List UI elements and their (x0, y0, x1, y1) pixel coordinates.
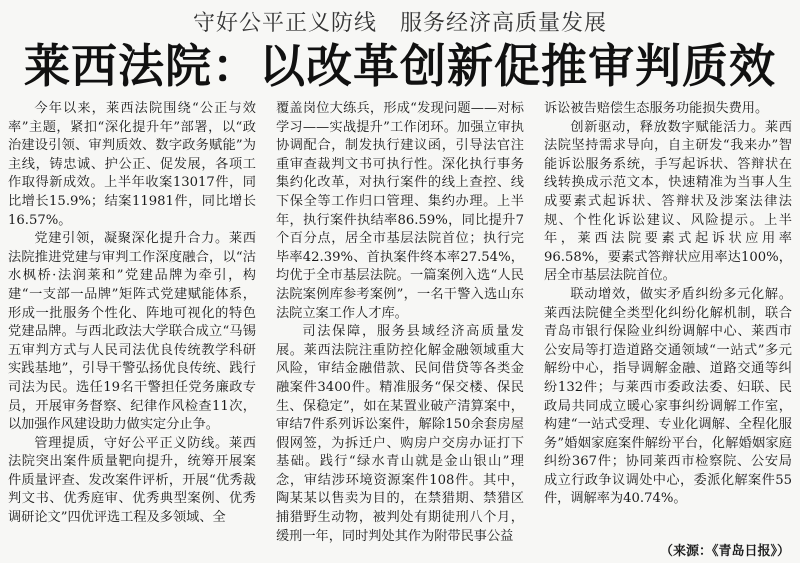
source-credit: （来源：《青岛日报》） (659, 544, 790, 559)
article-body (8, 100, 792, 544)
headline: 莱西法院：以改革创新促推审判质效 (24, 39, 776, 93)
paragraph: 管理提质，守好公平正义防线。莱西法院突出案件质量靶向提升，统筹开展案件质量评查、发改案件评析，开展“优秀裁判文书、优秀庭审、优秀典型案例、优秀调研论文”四优评选工程及多领域、全 (8, 435, 256, 526)
kicker: 守好公平正义防线 服务经济高质量发展 (192, 11, 607, 36)
column-1 (8, 100, 256, 530)
paragraph: 诉讼被告赔偿生态服务功能损失费用。 (544, 101, 769, 116)
paragraph: 创新驱动，释放数字赋能活力。莱西法院坚持需求导向，自主研发“我来办”智能诉讼服务系统，手写起诉状、答辩状在线转换成示范文本，快速精准为当事人生成要素式起诉状、答辩状及涉案法律法规、个性化诉讼建议、风险提示。上半年，莱西法院要素式起诉状应用率96.58%，要素式答辩状应用率达100%，居全市基层法院首位。 (544, 119, 792, 284)
paragraph: 司法保障，服务县域经济高质量发展。莱西法院注重防控化解金融领域重大风险，审结金融借款、民间借贷等各类金融案件3400件。精准服务“保交楼、保民生、保稳定”，如在某置业破产清算案中，审结7件系列诉讼案件，解除150余套房屋假网签，为拆迁户、购房户交房办证打下基础。践行“绿水青山就是金山银山”理念，审结涉环境资源案件108件。其中，陶某某以售卖为目的，在禁猎期、禁猎区捕猎野生动物，被判处有期徒刑八个月，缓刑一年，同时判处其作为附带民事公益 (276, 324, 524, 544)
column-3 (544, 100, 792, 530)
paragraph: 覆盖岗位大练兵，形成“发现问题——对标学习——实战提升”工作闭环。加强立审执协调配合，制发执行建议函，引导法官注重审查裁判文书可执行性。深化执行事务集约化改革，对执行案件的线上查控、线下保全等工作归口管理、集约办理。上半年，执行案件执结率86.59%，同比提升7个百分点，居全市基层法院首位；执行完毕率42.39%、首执案件终本率27.54%，均优于全市基层法院。一篇案例入选“人民法院案例库参考案例”，一名干警入选山东法院立案工作人才库。 (276, 101, 524, 321)
paragraph: 党建引领，凝聚深化提升合力。莱西法院推进党建与审判工作深度融合，以“沽水枫桥·法润莱和”党建品牌为牵引，构建“一支部一品牌”矩阵式党建赋能体系，形成一批服务个性化、阵地可视化的特色党建品牌。与西北政法大学联合成立“马锡五审判方式与人民司法优良传统教学科研实践基地”，引导干警弘扬优良传统、践行司法为民。选任19名干警担任党务廉政专员，开展审务督察、纪律作风检查11次，以加强作风建设助力做实定分止争。 (8, 231, 256, 433)
column-2 (276, 100, 524, 544)
paragraph: 今年以来，莱西法院围绕“公正与效率”主题，紧扣“深化提升年”部署，以“政治建设引领、审判质效、数字政务赋能”为主线，铸忠诚、护公正、促发展，各项工作取得新成效。上半年收案13017件，同比增长15.9%；结案11981件，同比增长16.57%。 (8, 101, 256, 228)
paragraph: 联动增效，做实矛盾纠纷多元化解。莱西法院健全类型化纠纷化解机制，联合青岛市银行保险业纠纷调解中心、莱西市公安局等打造道路交通领域“一站式”多元解纷中心，指导调解金融、道路交通等纠纷132件；与莱西市委政法委、妇联、民政局共同成立暖心家事纠纷调解工作室，构建“一站式受理、专业化调解、全程化服务”婚姻家庭案件解纷平台，化解婚姻家庭纠纷367件；协同莱西市检察院、公安局成立行政争议调处中心，委派化解案件55件，调解率为40.74%。 (544, 286, 792, 507)
